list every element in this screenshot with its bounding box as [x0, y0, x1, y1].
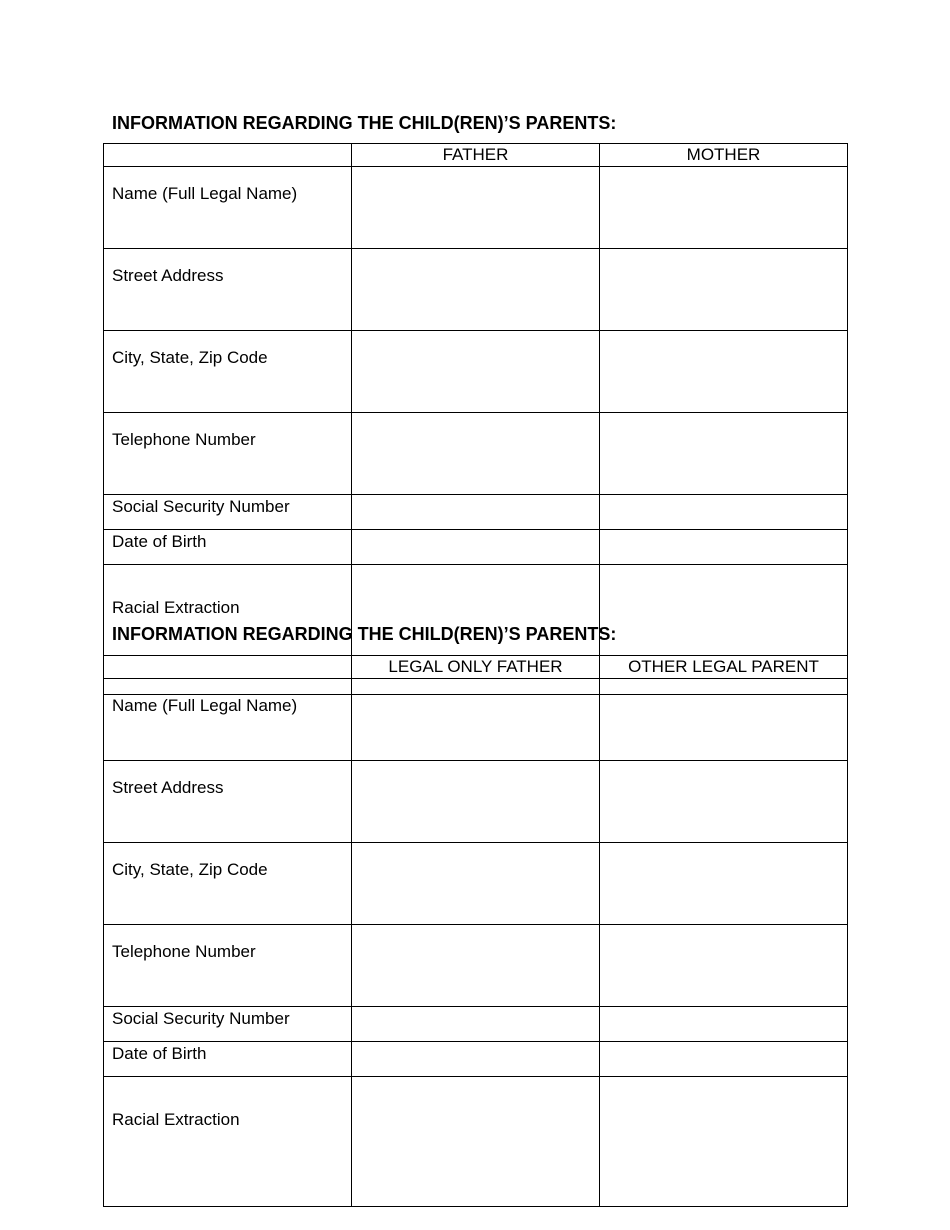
table-row — [104, 1042, 848, 1077]
father-date-of-birth-field[interactable] — [352, 530, 600, 565]
row-label-racial-extraction: Racial Extraction — [104, 565, 352, 695]
mother-street-address-field[interactable] — [600, 249, 848, 331]
table-row — [104, 530, 848, 565]
row-label-date-of-birth: Date of Birth — [104, 530, 352, 565]
row-label-street-address: Street Address — [104, 249, 352, 331]
father-street-address-field[interactable] — [352, 249, 600, 331]
table-row — [104, 249, 848, 331]
table-header-row — [104, 144, 848, 167]
mother-ssn-field[interactable] — [600, 495, 848, 530]
column-header-other-legal-parent: OTHER LEGAL PARENT — [600, 656, 848, 679]
table-row — [104, 761, 848, 843]
legal-father-ssn-field[interactable] — [352, 1007, 600, 1042]
father-ssn-field[interactable] — [352, 495, 600, 530]
section-title: INFORMATION REGARDING THE CHILD(REN)’S PARENTS: — [112, 624, 617, 644]
header-blank-cell — [104, 656, 352, 679]
mother-date-of-birth-field[interactable] — [600, 530, 848, 565]
row-label-street-address: Street Address — [104, 761, 352, 843]
column-header-legal-only-father: LEGAL ONLY FATHER — [352, 656, 600, 679]
table-row — [104, 495, 848, 530]
table-row — [104, 843, 848, 925]
row-label-telephone: Telephone Number — [104, 413, 352, 495]
mother-city-state-zip-field[interactable] — [600, 331, 848, 413]
legal-father-street-address-field[interactable] — [352, 761, 600, 843]
column-header-mother: MOTHER — [600, 144, 848, 167]
row-label-city-state-zip: City, State, Zip Code — [104, 331, 352, 413]
row-label-racial-extraction: Racial Extraction — [104, 1077, 352, 1207]
table-row — [104, 925, 848, 1007]
table-row — [104, 413, 848, 495]
other-parent-city-state-zip-field[interactable] — [600, 843, 848, 925]
other-parent-telephone-field[interactable] — [600, 925, 848, 1007]
legal-father-racial-extraction-field[interactable] — [352, 1077, 600, 1207]
father-telephone-field[interactable] — [352, 413, 600, 495]
mother-telephone-field[interactable] — [600, 413, 848, 495]
row-label-telephone: Telephone Number — [104, 925, 352, 1007]
legal-father-telephone-field[interactable] — [352, 925, 600, 1007]
header-blank-cell — [104, 144, 352, 167]
row-label-ssn: Social Security Number — [104, 495, 352, 530]
father-name-field[interactable] — [352, 167, 600, 249]
row-label-name: Name (Full Legal Name) — [104, 167, 352, 249]
other-parent-racial-extraction-field[interactable] — [600, 1077, 848, 1207]
row-label-city-state-zip: City, State, Zip Code — [104, 843, 352, 925]
legal-father-name-field[interactable] — [352, 679, 600, 761]
parents-table — [103, 143, 848, 695]
other-parent-ssn-field[interactable] — [600, 1007, 848, 1042]
other-parent-date-of-birth-field[interactable] — [600, 1042, 848, 1077]
table-row — [104, 1077, 848, 1207]
table-row — [104, 167, 848, 249]
table-row — [104, 679, 848, 761]
father-city-state-zip-field[interactable] — [352, 331, 600, 413]
row-label-date-of-birth: Date of Birth — [104, 1042, 352, 1077]
legal-father-date-of-birth-field[interactable] — [352, 1042, 600, 1077]
mother-name-field[interactable] — [600, 167, 848, 249]
table-header-row — [104, 656, 848, 679]
legal-parents-table — [103, 655, 848, 1207]
other-parent-name-field[interactable] — [600, 679, 848, 761]
row-label-name: Name (Full Legal Name) — [104, 679, 352, 761]
section-title: INFORMATION REGARDING THE CHILD(REN)’S PARENTS: — [112, 113, 617, 133]
row-label-ssn: Social Security Number — [104, 1007, 352, 1042]
column-header-father: FATHER — [352, 144, 600, 167]
table-row — [104, 1007, 848, 1042]
other-parent-street-address-field[interactable] — [600, 761, 848, 843]
table-row — [104, 331, 848, 413]
legal-father-city-state-zip-field[interactable] — [352, 843, 600, 925]
